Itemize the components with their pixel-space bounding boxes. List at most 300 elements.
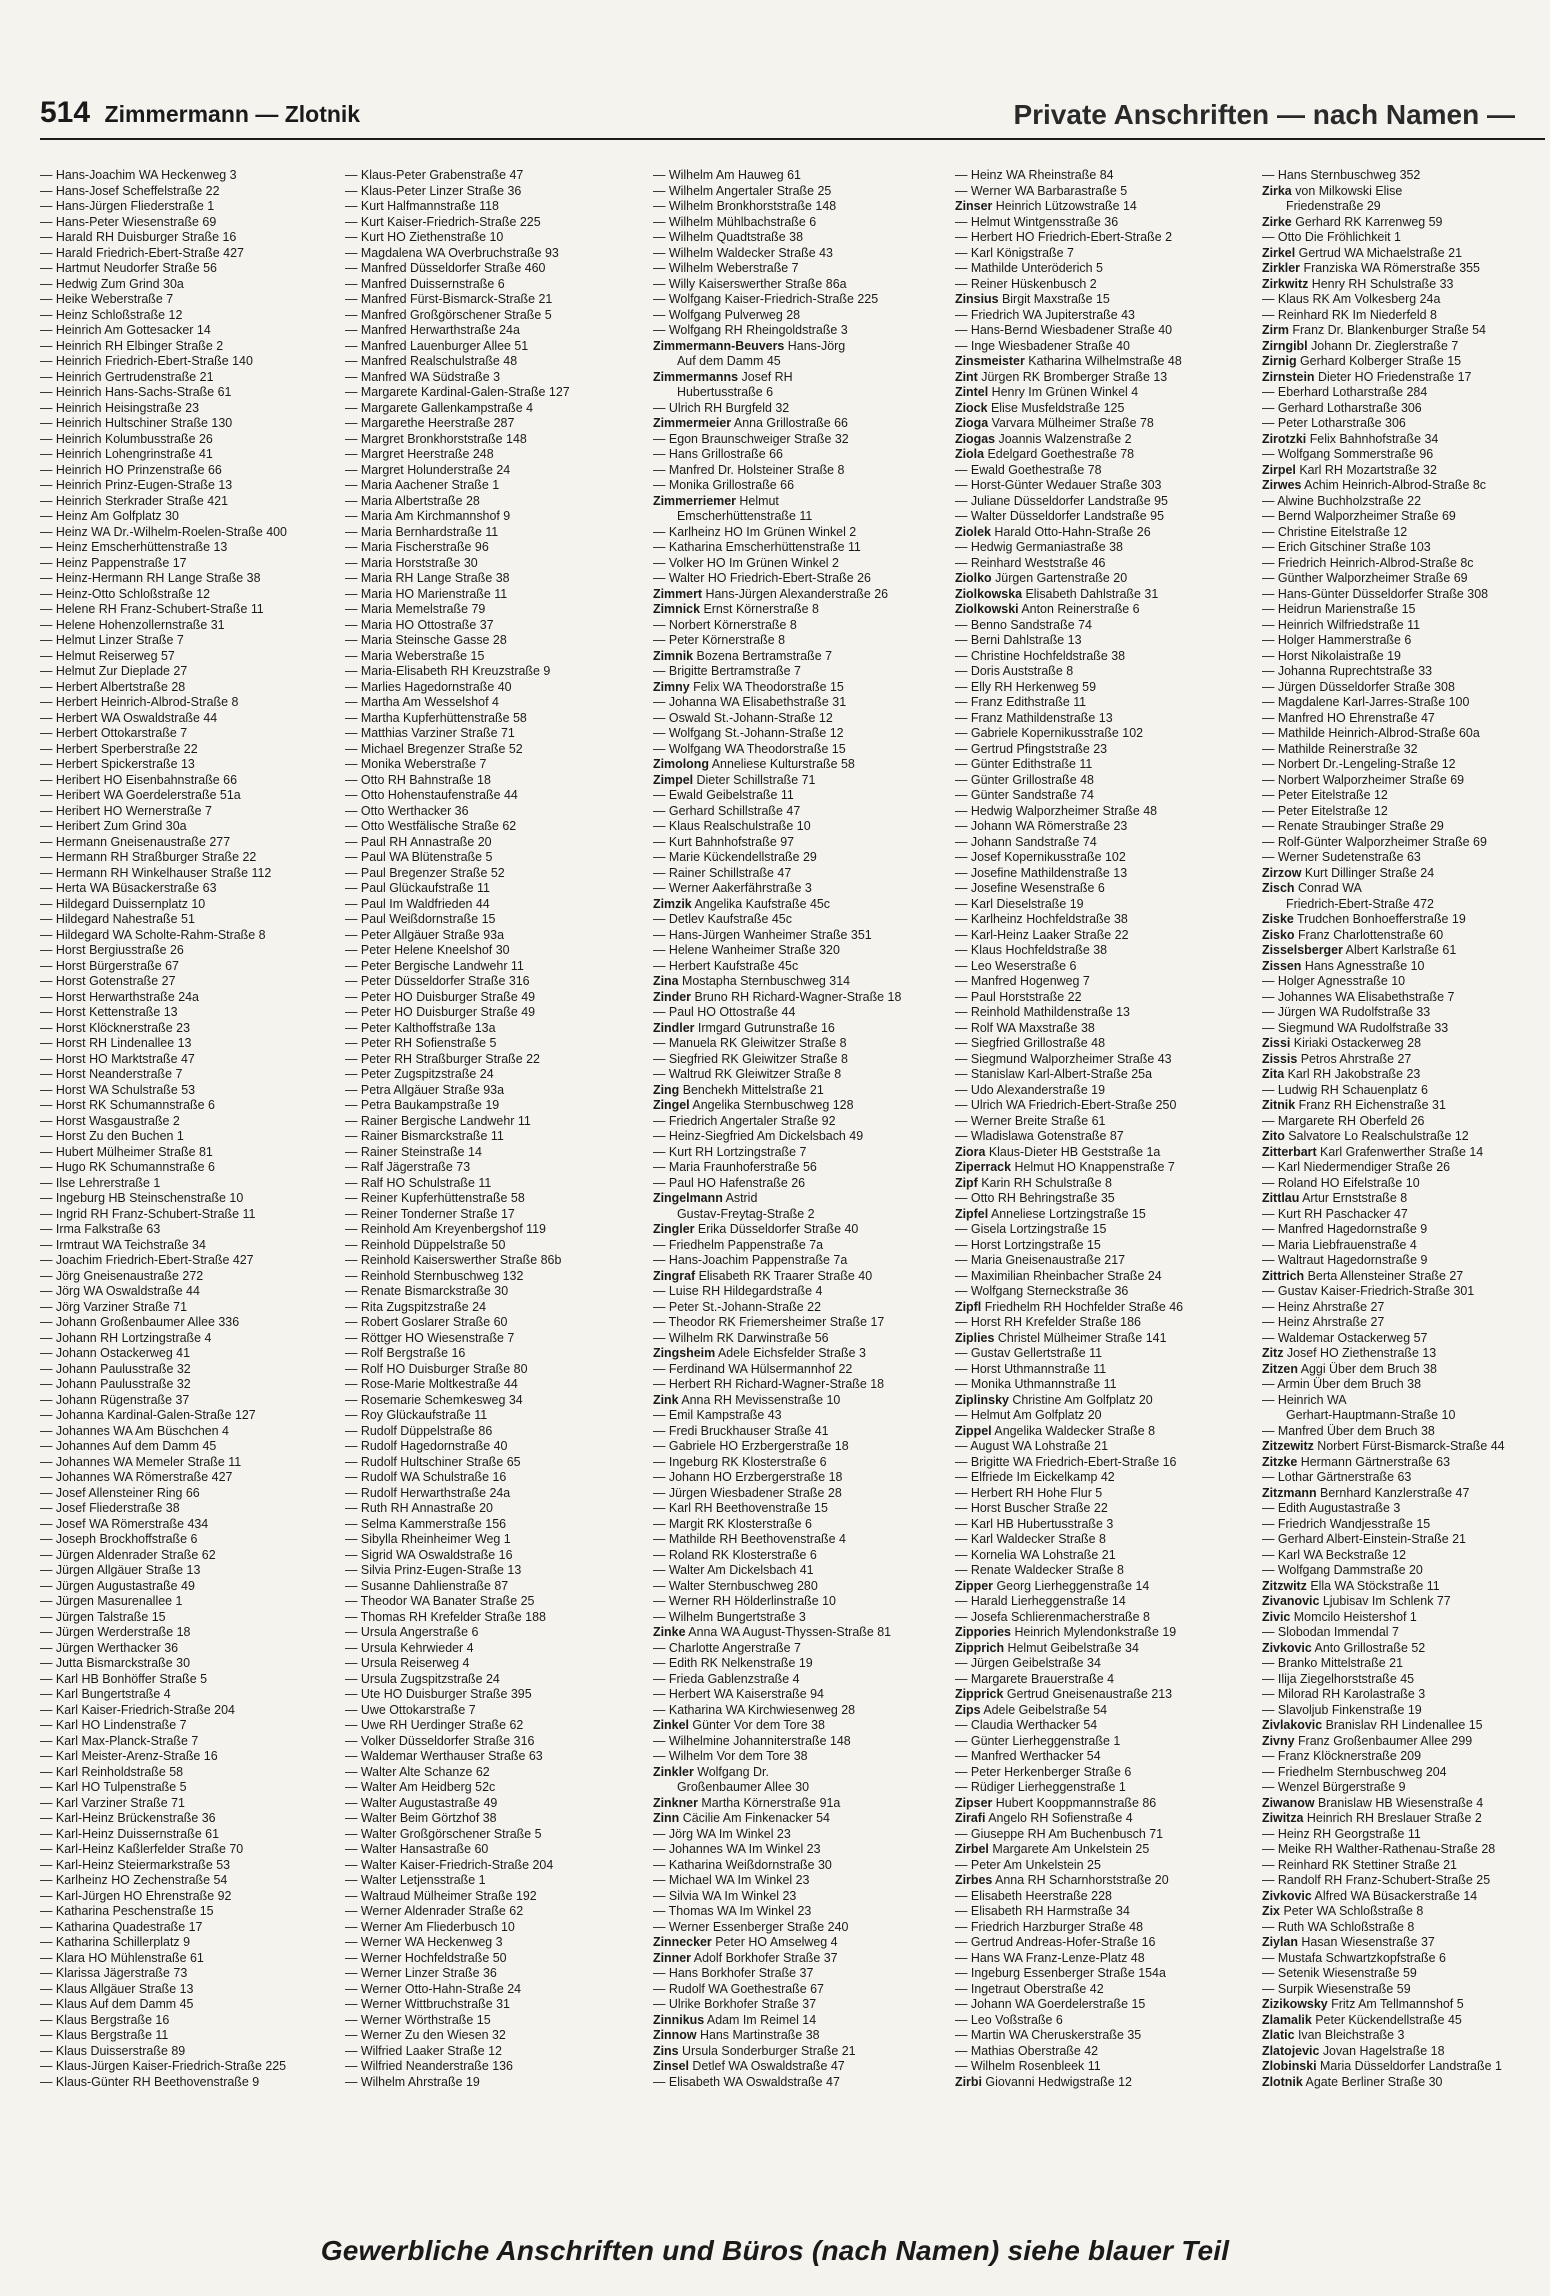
directory-entry: — Hans Sternbuschweg 352 [1262,168,1421,182]
directory-entry: — Kornelia WA Lohstraße 21 [955,1547,1116,1562]
surname-headword: Zimpel [653,772,694,787]
directory-entry: Zirwes Achim Heinrich-Albrod-Straße 8c [1262,478,1486,492]
directory-entry: — Edith RK Nelkenstraße 19 [653,1656,813,1670]
directory-entry: — Johanna Ruprechtstraße 33 [1262,664,1433,678]
directory-entry: — Johannes WA Elisabethstraße 7 [1262,989,1455,1004]
directory-entry: — Leo Voßstraße 6 [955,2012,1063,2027]
directory-entry: — Heinz WA Dr.-Wilhelm-Roelen-Straße 400 [40,524,287,539]
surname-headword: Zita [1262,1067,1285,1081]
directory-entry: — Klarissa Jägerstraße 73 [40,1966,188,1980]
surname-headword: Zirbes [955,1873,993,1887]
directory-entry: Zirotzki Felix Bahnhofstraße 34 [1262,431,1439,446]
directory-entry: — Martha Am Wesselshof 4 [345,695,499,709]
directory-entry: Zinke Anna WA August-Thyssen-Straße 81 [653,1625,892,1639]
directory-entry: — Jürgen Talstraße 15 [40,1609,166,1624]
directory-entry: — Erich Gitschiner Straße 103 [1262,540,1431,554]
column-4 [955,168,1183,2090]
directory-entry: — Klaus Realschulstraße 10 [653,819,811,833]
directory-entry: — Walter HO Friedrich-Ebert-Straße 26 [653,571,871,585]
directory-entry: — Maria HO Marienstraße 11 [345,586,508,601]
directory-entry: Zinnow Hans Martinstraße 38 [653,2028,820,2042]
directory-entry: — Karl WA Beckstraße 12 [1262,1547,1406,1562]
directory-entry: — Otto Die Fröhlichkeit 1 [1262,230,1401,244]
directory-entry: — Friedhelm Sternbuschweg 204 [1262,1764,1447,1779]
directory-entry: — Peter HO Duisburger Straße 49 [345,989,536,1004]
directory-entry: — Klara HO Mühlenstraße 61 [40,1950,204,1965]
column-1 [40,168,287,2090]
directory-entry: Friedrich-Ebert-Straße 472 [1286,896,1434,911]
directory-entry: — Hans-Günter Düsseldorfer Straße 308 [1262,586,1489,601]
directory-entry: — Peter Düsseldorfer Straße 316 [345,974,530,988]
directory-entry: — Hans Borkhofer Straße 37 [653,1966,814,1980]
directory-entry: — Manfred Fürst-Bismarck-Straße 21 [345,292,553,306]
directory-entry: Zlobinski Maria Düsseldorfer Landstraße 1 [1262,2059,1502,2073]
surname-headword: Zimmermanns [653,369,739,384]
directory-entry: Zioga Varvara Mülheimer Straße 78 [955,416,1154,430]
surname-headword: Zivny [1262,1733,1295,1748]
directory-entry: — Gisela Lortzingstraße 15 [955,1222,1107,1236]
surname-headword: Zimnik [653,648,694,663]
directory-entry: — Margit RK Klosterstraße 6 [653,1516,812,1531]
directory-entry: — Wolfgang Sommerstraße 96 [1262,447,1434,461]
directory-entry: — Peter Eitelstraße 12 [1262,803,1388,818]
directory-entry: — Karl Niedermendiger Straße 26 [1262,1160,1451,1174]
directory-entry: Zinnikus Adam Im Reimel 14 [653,2012,817,2027]
directory-entry: — Josefa Schlierenmacherstraße 8 [955,1609,1150,1624]
surname-headword: Zina [653,974,679,988]
directory-entry: — Bernd Walporzheimer Straße 69 [1262,509,1456,523]
surname-headword: Zipprich [955,1640,1005,1655]
directory-entry: — Siegmund Walporzheimer Straße 43 [955,1051,1172,1066]
directory-entry: Ziolko Jürgen Gartenstraße 20 [955,571,1128,585]
surname-headword: Zitz [1262,1346,1284,1360]
directory-entry: — Benno Sandstraße 74 [955,617,1092,632]
surname-headword: Zips [955,1702,981,1717]
surname-headword: Zinke [653,1625,686,1639]
directory-entry: — Joseph Brockhoffstraße 6 [40,1532,198,1546]
surname-headword: Zitzke [1262,1454,1298,1469]
directory-entry: — Thomas WA Im Winkel 23 [653,1904,812,1918]
directory-entry: — Peter St.-Johann-Straße 22 [653,1299,821,1314]
directory-entry: — Heike Weberstraße 7 [40,292,174,306]
directory-entry: Zitzmann Bernhard Kanzlerstraße 47 [1262,1485,1470,1500]
directory-entry: — Norbert Dr.-Lengeling-Straße 12 [1262,757,1456,771]
directory-entry: — Heinrich Prinz-Eugen-Straße 13 [40,478,233,492]
directory-entry: — Margarethe Heerstraße 287 [345,416,515,430]
directory-entry: — Maria HO Ottostraße 37 [345,617,494,632]
directory-entry: Zipprick Gertrud Gneisenaustraße 213 [955,1687,1173,1701]
directory-entry: — Manuela RK Gleiwitzer Straße 8 [653,1036,847,1050]
directory-entry: Auf dem Damm 45 [677,354,781,368]
directory-entry: — Ulrich RH Burgfeld 32 [653,400,790,415]
directory-entry: — Maria Gneisenaustraße 217 [955,1253,1126,1267]
directory-entry: Zisko Franz Charlottenstraße 60 [1262,927,1444,942]
directory-entry: — Hugo RK Schumannstraße 6 [40,1160,215,1174]
directory-entry: — Reinhold Am Kreyenbergshof 119 [345,1222,546,1236]
directory-entry: Zinder Bruno RH Richard-Wagner-Straße 18 [653,989,902,1004]
directory-entry: — Horst Bürgerstraße 67 [40,958,179,973]
directory-entry: — Manfred Herwarthstraße 24a [345,323,520,337]
surname-headword: Zirbi [955,2074,982,2089]
directory-entry: — Johann RH Lortzingstraße 4 [40,1330,212,1345]
directory-entry: — Mustafa Schwartzkopfstraße 6 [1262,1950,1446,1965]
directory-entry: — Karlheinz HO Zechenstraße 54 [40,1873,228,1887]
directory-entry: — Reinhard RK Stettiner Straße 21 [1262,1857,1457,1872]
surname-headword: Ziplies [955,1330,995,1345]
directory-entry: Zirkler Franziska WA Römerstraße 355 [1262,261,1480,275]
directory-entry: — Karl HO Lindenstraße 7 [40,1718,187,1732]
directory-entry: — Ingeburg Essenberger Straße 154a [955,1966,1166,1980]
directory-entry: Zix Peter WA Schloßstraße 8 [1262,1904,1424,1918]
directory-entry: — Jürgen WA Rudolfstraße 33 [1262,1005,1431,1019]
directory-entry: — Klaus Auf dem Damm 45 [40,1997,194,2011]
directory-entry: — Herbert HO Friedrich-Ebert-Straße 2 [955,230,1173,244]
directory-entry: — Paul HO Hafenstraße 26 [653,1175,806,1190]
surname-headword: Zinnikus [653,2012,705,2027]
surname-headword: Zimmermeier [653,416,732,430]
surname-headword: Zissi [1262,1036,1291,1050]
directory-entry: Großenbaumer Allee 30 [677,1780,810,1794]
directory-entry: Zlatojevic Jovan Hagelstraße 18 [1262,2043,1445,2058]
directory-entry: — Jürgen Werthacker 36 [40,1640,179,1655]
directory-entry: — Rudolf Hultschiner Straße 65 [345,1454,521,1469]
surname-headword: Ziolko [955,571,992,585]
directory-entry: — Horst WA Schulstraße 53 [40,1082,196,1097]
directory-entry: — Maria Weberstraße 15 [345,648,485,663]
directory-entry: Zinkner Martha Körnerstraße 91a [653,1795,841,1810]
directory-entry: — Maria Horststraße 30 [345,555,478,570]
directory-entry: — Irmtraut WA Teichstraße 34 [40,1237,206,1252]
directory-entry: — Elisabeth WA Oswaldstraße 47 [653,2074,840,2089]
directory-entry: — Peter Allgäuer Straße 93a [345,927,505,942]
directory-entry: — Hartmut Neudorfer Straße 56 [40,261,217,275]
directory-entry: Zissi Kiriaki Ostackerweg 28 [1262,1036,1421,1050]
directory-entry: — Josef Kopernikusstraße 102 [955,850,1126,864]
directory-entry: — Karl Königstraße 7 [955,245,1074,260]
directory-entry: — Norbert Walporzheimer Straße 69 [1262,772,1465,787]
directory-entry: — Wolfgang Kaiser-Friedrich-Straße 225 [653,292,879,306]
directory-entry: — Karl Max-Planck-Straße 7 [40,1733,199,1748]
directory-entry: — Johann Großenbaumer Allee 336 [40,1315,240,1329]
directory-entry: — Maria RH Lange Straße 38 [345,571,510,585]
directory-entry: Zirka von Milkowski Elise [1262,183,1403,198]
directory-entry: — Kurt Bahnhofstraße 97 [653,834,795,849]
directory-entry: — Walter Letjensstraße 1 [345,1873,486,1887]
directory-entry: — Rüdiger Lierheggenstraße 1 [955,1780,1126,1794]
directory-entry: — Heinz Am Golfplatz 30 [40,509,179,523]
page-number: 514 [40,96,91,129]
surname-headword: Zivlakovic [1262,1718,1323,1732]
directory-entry: — Werner Wittbruchstraße 31 [345,1997,510,2011]
directory-entry: Zimpel Dieter Schillstraße 71 [653,772,816,787]
directory-entry: Zips Adele Geibelstraße 54 [955,1702,1108,1717]
directory-entry: — Helmut Zur Dieplade 27 [40,664,188,678]
directory-entry: — Walter Düsseldorfer Landstraße 95 [955,509,1164,523]
directory-entry: Ziplinsky Christine Am Golfplatz 20 [955,1392,1153,1407]
directory-entry: — Magdalene Karl-Jarres-Straße 100 [1262,695,1470,709]
surname-headword: Zindler [653,1020,695,1035]
directory-entry: — Werner Hochfeldstraße 50 [345,1950,507,1965]
surname-headword: Zlatojevic [1262,2043,1320,2058]
directory-entry: — Friedhelm Pappenstraße 7a [653,1237,824,1252]
directory-entry: — Paul Glückaufstraße 11 [345,881,490,895]
directory-entry: — Johann WA Goerdelerstraße 15 [955,1997,1146,2011]
directory-entry: Zitzwitz Ella WA Stöckstraße 11 [1262,1578,1440,1593]
surname-headword: Zipprick [955,1687,1004,1701]
directory-entry: — Inge Wiesbadener Straße 40 [955,338,1130,353]
directory-entry: — Uwe Ottokarstraße 7 [345,1702,476,1717]
directory-entry: — Wilhelm Am Hauweg 61 [653,168,801,182]
directory-entry: — Helmut Am Golfplatz 20 [955,1408,1102,1422]
directory-entry: Zingsheim Adele Eichsfelder Straße 3 [653,1346,866,1360]
directory-entry: — Maria Fischerstraße 96 [345,540,489,554]
surname-headword: Zirwes [1262,478,1302,492]
directory-entry: — Katharina Peschenstraße 15 [40,1904,214,1918]
directory-entry: — Hans-Josef Scheffelstraße 22 [40,183,220,198]
directory-entry: — Herbert Kaufstraße 45c [653,958,799,973]
directory-entry: — Gerhard Lotharstraße 306 [1262,400,1422,415]
surname-headword: Zinsel [653,2059,689,2073]
directory-entry: Zirbi Giovanni Hedwigstraße 12 [955,2074,1132,2089]
directory-entry: — Christine Hochfeldstraße 38 [955,648,1126,663]
directory-entry: — Gertrud Pfingststraße 23 [955,741,1108,756]
directory-entry: Zirngibl Johann Dr. Zieglerstraße 7 [1262,338,1459,353]
directory-entry: — Silvia Prinz-Eugen-Straße 13 [345,1563,522,1577]
directory-entry: — Werner WA Barbarastraße 5 [955,183,1128,198]
surname-headword: Ziwanow [1262,1795,1315,1810]
directory-entry: — Horst Neanderstraße 7 [40,1067,183,1081]
directory-entry: — Jürgen Augustastraße 49 [40,1578,195,1593]
directory-entry: — Heribert HO Eisenbahnstraße 66 [40,772,238,787]
surname-headword: Zingsheim [653,1346,716,1360]
directory-entry: — Waltrud RK Gleiwitzer Straße 8 [653,1067,842,1081]
directory-entry: — Manfred Über dem Bruch 38 [1262,1423,1435,1438]
directory-entry: — Werner Aldenrader Straße 62 [345,1904,524,1918]
directory-entry: Zipprich Helmut Geibelstraße 34 [955,1640,1139,1655]
directory-entry: Zins Ursula Sonderburger Straße 21 [653,2043,856,2058]
directory-entry: — Theodor WA Banater Straße 25 [345,1594,535,1608]
directory-entry: — Johannes WA Am Büschchen 4 [40,1423,229,1438]
directory-entry: — Wilhelm Mühlbachstraße 6 [653,214,817,229]
directory-entry: — Gabriele HO Erzbergerstraße 18 [653,1439,849,1453]
directory-entry: Zingel Angelika Sternbuschweg 128 [653,1098,854,1112]
directory-entry: — Rita Zugspitzstraße 24 [345,1299,487,1314]
directory-entry: — Setenik Wiesenstraße 59 [1262,1966,1417,1980]
directory-entry: Zinsmeister Katharina Wilhelmstraße 48 [955,354,1182,368]
directory-entry: — Heinrich Gertrudenstraße 21 [40,369,214,384]
directory-entry: — Peter RH Sofienstraße 5 [345,1036,497,1050]
directory-entry: — Monika Grillostraße 66 [653,478,795,492]
directory-entry: — Margarete Gallenkampstraße 4 [345,400,534,415]
directory-entry: — Hubert Mülheimer Straße 81 [40,1144,213,1159]
directory-entry: — Johannes WA Im Winkel 23 [653,1842,821,1856]
directory-entry: — Maria Memelstraße 79 [345,602,486,616]
directory-entry: — Armin Über dem Bruch 38 [1262,1377,1421,1391]
directory-entry: Zitzke Hermann Gärtnerstraße 63 [1262,1454,1451,1469]
directory-entry: — Peter Zugspitzstraße 24 [345,1067,494,1081]
surname-headword: Zisch [1262,881,1295,895]
directory-entry: — Paul Im Waldfrieden 44 [345,896,490,911]
directory-entry: — Wilhelm Vor dem Tore 38 [653,1749,808,1763]
directory-entry: — Ewald Goethestraße 78 [955,462,1102,477]
directory-entry: — Karl Bungertstraße 4 [40,1687,171,1701]
directory-entry: — Hans Grillostraße 66 [653,447,783,461]
directory-entry: — Lothar Gärtnerstraße 63 [1262,1470,1412,1484]
directory-entry: — Manfred Werthacker 54 [955,1749,1101,1763]
directory-entry: — Alwine Buchholzstraße 22 [1262,493,1422,508]
directory-entry: — Otto Werthacker 36 [345,803,469,818]
directory-entry: — Horst Nikolaistraße 19 [1262,648,1401,663]
surname-headword: Zinnecker [653,1935,712,1949]
directory-entry: — Ulrich WA Friedrich-Ebert-Straße 250 [955,1098,1177,1112]
directory-entry: — Josefine Mathildenstraße 13 [955,865,1128,880]
surname-headword: Ziolkowski [955,602,1019,616]
directory-entry: — Margarete Brauerstraße 4 [955,1671,1114,1686]
surname-headword: Zirafi [955,1811,986,1825]
directory-entry: — Edith Augustastraße 3 [1262,1501,1401,1515]
surname-headword: Ziock [955,400,988,415]
header-left [40,96,360,130]
directory-entry: — Werner Breite Straße 61 [955,1113,1106,1128]
directory-entry: — Ralf Jägerstraße 73 [345,1160,471,1174]
directory-entry: — Otto Hohenstaufenstraße 44 [345,788,518,802]
surname-headword: Zlatic [1262,2028,1295,2042]
directory-entry: — Franz Mathildenstraße 13 [955,710,1113,725]
directory-entry: — Peter RH Straßburger Straße 22 [345,1051,540,1066]
directory-entry: — Hermann Gneisenaustraße 277 [40,834,231,849]
surname-headword: Zimny [653,679,690,694]
directory-entry: Zipf Karin RH Schulstraße 8 [955,1175,1112,1190]
directory-entry: — Horst RH Lindenallee 13 [40,1036,192,1050]
directory-entry: Hubertusstraße 6 [677,385,774,399]
surname-headword: Zlobinski [1262,2059,1317,2073]
directory-entry: — Jörg WA Oswaldstraße 44 [40,1284,200,1298]
footer-note: Gewerbliche Anschriften und Büros (nach Namen) siehe blauer Teil [320,2235,1230,2266]
directory-entry: Friedenstraße 29 [1286,199,1381,213]
directory-entry: — Jürgen Masurenallee 1 [40,1594,183,1608]
directory-entry: — Manfred Hagedornstraße 9 [1262,1222,1428,1236]
surname-headword: Zipfel [955,1206,989,1221]
directory-entry: — Wladislawa Gotenstraße 87 [955,1129,1124,1143]
directory-entry: — Karl HB Bonhöffer Straße 5 [40,1671,208,1686]
directory-entry: — Ursula Angerstraße 6 [345,1625,479,1639]
directory-entry: — Heinrich Hultschiner Straße 130 [40,416,233,430]
directory-entry: — Klaus Allgäuer Straße 13 [40,1981,194,1996]
directory-entry: — Jürgen Allgäuer Straße 13 [40,1563,201,1577]
surname-headword: Zimolong [653,757,709,771]
directory-entry: — Maria-Elisabeth RH Kreuzstraße 9 [345,664,551,678]
directory-entry: — Jürgen Düsseldorfer Straße 308 [1262,679,1455,694]
directory-entry: — Wilhelm Rosenbleek 11 [955,2059,1101,2073]
directory-entry: Zinner Adolf Borkhofer Straße 37 [653,1950,838,1965]
directory-entry: — Wolfgang Sterneckstraße 36 [955,1284,1129,1298]
surname-headword: Zirnstein [1262,369,1315,384]
directory-entry: — Walter Kaiser-Friedrich-Straße 204 [345,1857,554,1872]
directory-entry: — Heinz Ahrstraße 27 [1262,1299,1385,1314]
header-rule [40,138,1545,140]
surname-headword: Zito [1262,1129,1285,1143]
surname-headword: Zingel [653,1098,690,1112]
directory-entry: — Johann Paulusstraße 32 [40,1377,191,1391]
directory-entry: — Horst Bergiusstraße 26 [40,943,184,957]
directory-entry: — Werner Otto-Hahn-Straße 24 [345,1981,522,1996]
directory-entry: — Heribert Zum Grind 30a [40,819,187,833]
directory-entry: — Rudolf Herwarthstraße 24a [345,1485,511,1500]
directory-entry: — Heribert HO Wernerstraße 7 [40,803,212,818]
directory-entry: — Margret Heerstraße 248 [345,447,494,461]
directory-entry: Zivlakovic Branislav RH Lindenallee 15 [1262,1718,1483,1732]
directory-entry: — Wenzel Bürgerstraße 9 [1262,1780,1406,1794]
section-title: Private Anschriften — nach Namen — [1013,99,1515,130]
directory-entry: — Slobodan Immendal 7 [1262,1625,1399,1639]
directory-entry: — Horst-Günter Wedauer Straße 303 [955,478,1162,492]
directory-entry: — Jutta Bismarckstraße 30 [40,1656,190,1670]
directory-entry: Zimolong Anneliese Kulturstraße 58 [653,757,855,771]
directory-entry: — Paul Weißdornstraße 15 [345,912,496,926]
directory-entry: — Peter Herkenberger Straße 6 [955,1764,1132,1779]
directory-entry: — Wolfgang WA Theodorstraße 15 [653,741,846,756]
directory-entry: — Maria Fraunhoferstraße 56 [653,1160,817,1174]
directory-entry: — Peter Am Unkelstein 25 [955,1857,1101,1872]
directory-entry: — Josefine Wesenstraße 6 [955,881,1105,895]
surname-headword: Ziske [1262,912,1294,926]
surname-headword: Zipfl [955,1299,982,1314]
directory-entry: Zimnik Bozena Bertramstraße 7 [653,648,833,663]
directory-entry: — Gerhard Schillstraße 47 [653,803,801,818]
directory-entry: — Wilfried Laaker Straße 12 [345,2043,502,2058]
directory-entry: — Josef WA Römerstraße 434 [40,1516,209,1531]
directory-entry: — Magdalena WA Overbruchstraße 93 [345,245,559,260]
directory-entry: — Karl-Heinz Brückenstraße 36 [40,1811,216,1825]
directory-entry: Zirpel Karl RH Mozartstraße 32 [1262,462,1437,477]
directory-entry: — Klaus Hochfeldstraße 38 [955,943,1108,957]
directory-entry: — Mathilde Unteröderich 5 [955,261,1103,275]
directory-entry: — Walter Beim Görtzhof 38 [345,1811,497,1825]
directory-entry: — Harald Friedrich-Ebert-Straße 427 [40,245,244,260]
surname-headword: Zitzewitz [1262,1439,1314,1453]
directory-entry: Zlamalik Peter Kückendellstraße 45 [1262,2012,1462,2027]
directory-entry: — Klaus-Peter Linzer Straße 36 [345,183,522,198]
surname-headword: Zitzwitz [1262,1578,1307,1593]
directory-entry: — Katharina Emscherhüttenstraße 11 [653,540,861,554]
directory-entry: — Selma Kammerstraße 156 [345,1516,507,1531]
surname-headword: Zinder [653,989,692,1004]
directory-entry: Zintel Henry Im Grünen Winkel 4 [955,385,1139,399]
directory-entry: Zinkel Günter Vor dem Tore 38 [653,1718,825,1732]
directory-entry: — Mathilde Heinrich-Albrod-Straße 60a [1262,726,1480,740]
directory-entry: — Manfred HO Ehrenstraße 47 [1262,710,1435,725]
directory-entry: — Horst Uthmannstraße 11 [955,1361,1107,1376]
directory-entry: — Johann Ostackerweg 41 [40,1346,191,1360]
surname-headword: Zitzmann [1262,1485,1317,1500]
surname-headword: Zizikowsky [1262,1997,1328,2011]
directory-entry: — Robert Goslarer Straße 60 [345,1315,508,1329]
surname-headword: Ziolek [955,524,991,539]
surname-headword: Zimnick [653,602,700,616]
directory-entry: — Horst Gotenstraße 27 [40,974,176,988]
directory-entry: — Herbert WA Kaiserstraße 94 [653,1687,824,1701]
directory-entry: — Werner WA Heckenweg 3 [345,1935,503,1949]
directory-entry: — Joachim Friedrich-Ebert-Straße 427 [40,1253,254,1267]
directory-entry: — Heinz WA Rheinstraße 84 [955,168,1114,182]
directory-entry: — Harald RH Duisburger Straße 16 [40,230,237,244]
directory-entry: — Renate Bismarckstraße 30 [345,1284,509,1298]
surname-headword: Zirkwitz [1262,276,1309,291]
directory-entry: Zingelmann Astrid [653,1191,758,1205]
directory-entry: — Petra Allgäuer Straße 93a [345,1082,505,1097]
directory-entry: — Karl-Heinz Laaker Straße 22 [955,927,1129,942]
directory-entry: — Margret Bronkhorststraße 148 [345,431,527,446]
